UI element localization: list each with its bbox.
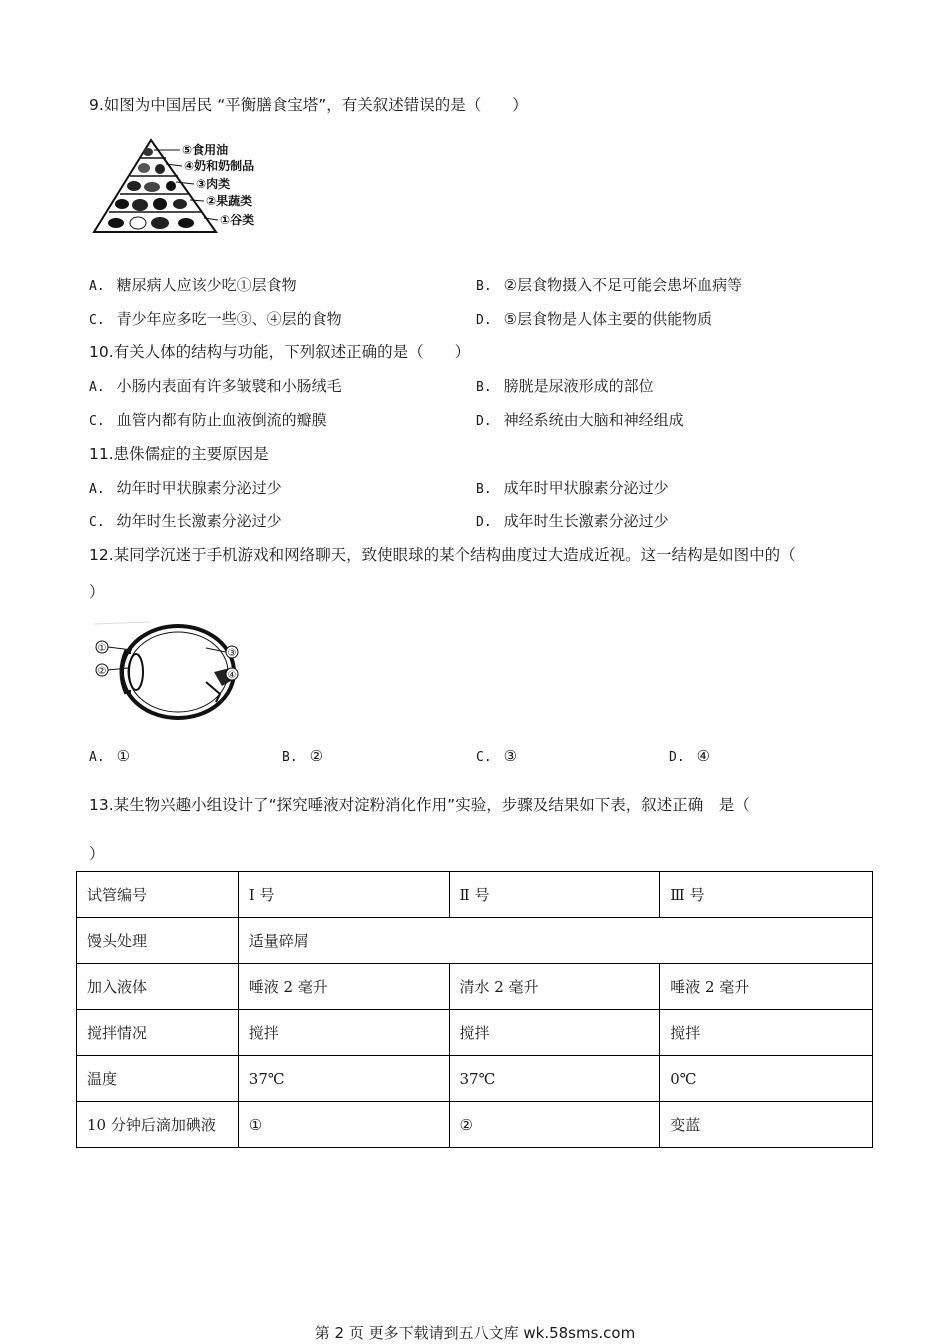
q10-option-a[interactable]: A. 小肠内表面有许多皱襞和小肠绒毛 [89,377,342,395]
table-cell: 搅拌 [449,1010,660,1056]
q10-option-b[interactable]: B. 膀胱是尿液形成的部位 [476,377,654,395]
question-10-stem: 10.有关人体的结构与功能，下列叙述正确的是（ ） [89,343,471,361]
question-11-stem: 11.患侏儒症的主要原因是 [89,445,269,463]
q9-option-b[interactable]: B. ②层食物摄入不足可能会患坏血病等 [476,276,743,294]
q12-option-d[interactable]: D. ④ [669,747,711,765]
table-cell: 变蓝 [660,1102,873,1148]
table-row [77,964,873,1010]
table-cell: 0℃ [660,1056,873,1102]
pyramid-label-3: ③肉类 [196,177,231,191]
table-cell: 加入液体 [77,964,239,1010]
question-9-stem: 9.如图为中国居民 “平衡膳食宝塔”，有关叙述错误的是（ ） [89,96,528,114]
q11-option-a[interactable]: A. 幼年时甲状腺素分泌过少 [89,479,282,497]
table-cell: 适量碎屑 [238,918,872,964]
table-cell: 试管编号 [77,872,239,918]
eye-label-4: ④ [227,670,237,681]
table-cell: 10 分钟后滴加碘液 [77,1102,239,1148]
table-cell: 37℃ [449,1056,660,1102]
pyramid-label-4: ④奶和奶制品 [184,159,255,173]
table-row [77,1010,873,1056]
pyramid-label-2: ②果蔬类 [206,194,253,208]
table-cell: 搅拌 [660,1010,873,1056]
q11-option-b[interactable]: B. 成年时甲状腺素分泌过少 [476,479,669,497]
experiment-table [76,871,873,1148]
q10-option-d[interactable]: D. 神经系统由大脑和神经组成 [476,411,684,429]
page-footer: 第 2 页 更多下载请到五八文库 wk.58sms.com [314,1324,636,1342]
eye-label-2: ② [97,666,107,677]
question-12-stem: 12.某同学沉迷于手机游戏和网络聊天，致使眼球的某个结构曲度过大造成近视。这一结构是如图中的（ [89,546,796,564]
q11-option-d[interactable]: D. 成年时生长激素分泌过少 [476,512,669,530]
q12-option-c[interactable]: C. ③ [476,747,518,765]
question-12-stem-end: ） [89,583,105,601]
q9-option-c[interactable]: C. 青少年应多吃一些③、④层的食物 [89,310,342,328]
q9-option-a[interactable]: A. 糖尿病人应该少吃①层食物 [89,276,297,294]
table-header-row [77,872,873,918]
table-cell: Ⅰ 号 [238,872,449,918]
q11-option-c[interactable]: C. 幼年时生长激素分泌过少 [89,512,282,530]
table-cell: 搅拌 [238,1010,449,1056]
pyramid-label-5: ⑤食用油 [182,143,229,157]
table-row [77,1102,873,1148]
eye-label-1: ① [97,643,107,654]
q10-option-c[interactable]: C. 血管内都有防止血液倒流的瓣膜 [89,411,327,429]
table-cell: Ⅱ 号 [449,872,660,918]
table-cell: 唾液 2 毫升 [238,964,449,1010]
question-13-stem: 13.某生物兴趣小组设计了“探究唾液对淀粉消化作用”实验，步骤及结果如下表，叙述正确 是（ [89,796,750,814]
food-pyramid-figure [86,132,286,240]
table-cell: 馒头处理 [77,918,239,964]
q9-option-d[interactable]: D. ⑤层食物是人体主要的供能物质 [476,310,713,328]
table-cell: 清水 2 毫升 [449,964,660,1010]
question-13-stem-end: ） [89,845,105,863]
q12-option-b[interactable]: B. ② [282,747,324,765]
table-cell: 37℃ [238,1056,449,1102]
eyeball-figure [90,620,250,726]
eye-label-3: ③ [227,648,237,659]
table-row [77,918,873,964]
q12-option-a[interactable]: A. ① [89,747,131,765]
table-cell: Ⅲ 号 [660,872,873,918]
pyramid-label-1: ①谷类 [220,213,255,227]
table-row [77,1056,873,1102]
table-cell: 唾液 2 毫升 [660,964,873,1010]
table-cell: ② [449,1102,660,1148]
table-cell: 温度 [77,1056,239,1102]
table-cell: ① [238,1102,449,1148]
table-cell: 搅拌情况 [77,1010,239,1056]
